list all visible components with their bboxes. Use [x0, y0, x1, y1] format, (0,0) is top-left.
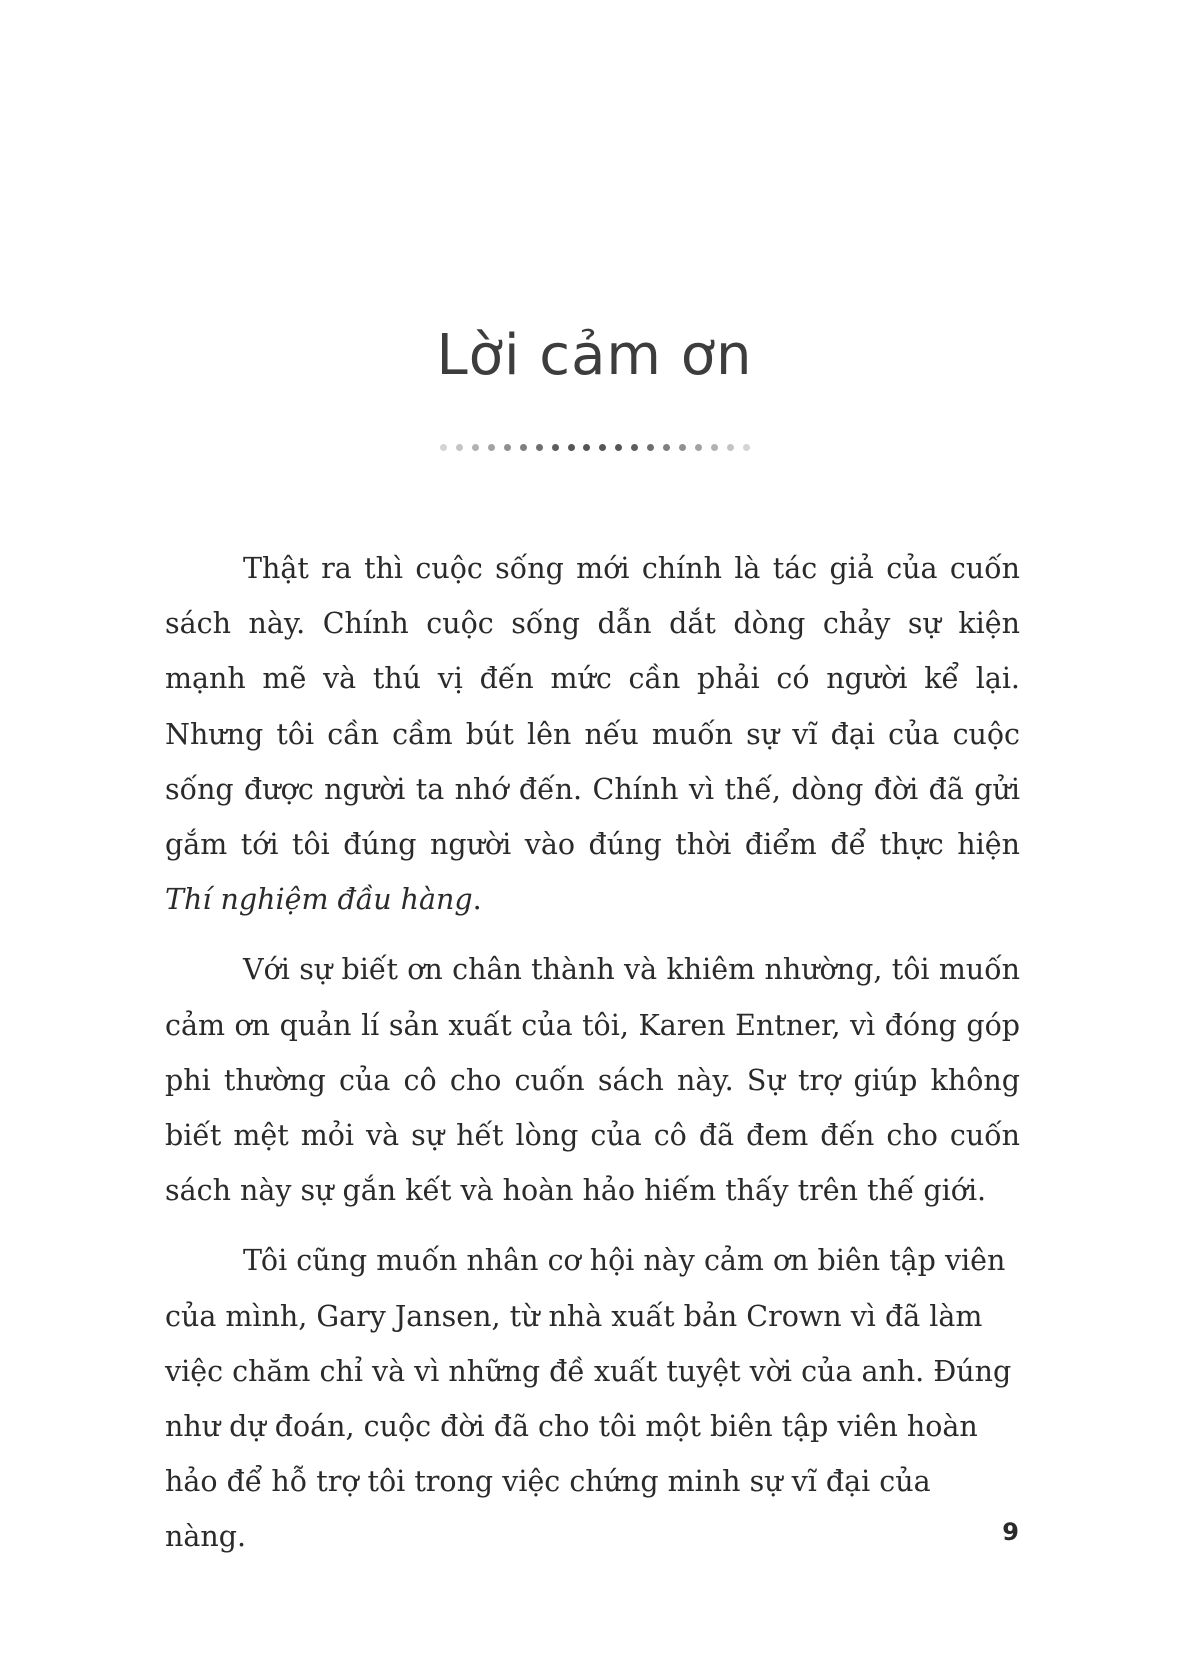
- divider-dot: [568, 444, 575, 451]
- divider-dot: [663, 444, 670, 451]
- divider-dot: [743, 444, 750, 451]
- divider-dot: [583, 444, 590, 451]
- divider-dot: [647, 444, 654, 451]
- divider-dot: [472, 444, 479, 451]
- divider-dot: [536, 444, 543, 451]
- body-text: [165, 541, 1020, 1580]
- divider-dot: [520, 444, 527, 451]
- page-number: 9: [1002, 1518, 1019, 1546]
- paragraph-text: .: [472, 883, 482, 917]
- divider-dot: [456, 444, 463, 451]
- divider-dot: [727, 444, 734, 451]
- divider-dot: [440, 444, 447, 451]
- paragraph: Với sự biết ơn chân thành và khiêm nhường, tôi muốn cảm ơn quản lí sản xuất của tôi, Karen Entner, vì đóng góp phi thường của cô cho cuốn sách này. Sự trợ giúp không biết mệt mỏi và sự hết lòng của cô đã đem đến cho cuốn sách này sự gắn kết và hoàn hảo hiếm thấy trên thế giới.: [165, 953, 1020, 1208]
- divider-dot: [488, 444, 495, 451]
- divider-dot: [711, 444, 718, 451]
- divider-dot: [679, 444, 686, 451]
- divider-dot: [504, 444, 511, 451]
- paragraph-text: Thật ra thì cuộc sống mới chính là tác giả của cuốn sách này. Chính cuộc sống dẫn dắt dòng chảy sự kiện mạnh mẽ và thú vị đến mức cần phải có người kể lại. Nhưng tôi cần cầm bút lên nếu muốn sự vĩ đại của cuộc sống được người ta nhớ đến. Chính vì thế, dòng đời đã gửi gắm tới tôi đúng người vào đúng thời điểm để thực hiện: [165, 552, 1020, 862]
- book-title-italic: Thí nghiệm đầu hàng: [165, 883, 473, 917]
- divider-dot: [552, 444, 559, 451]
- divider-dot: [631, 444, 638, 451]
- divider-dot: [599, 444, 606, 451]
- paragraph: Tôi cũng muốn nhân cơ hội này cảm ơn biên tập viên của mình, Gary Jansen, từ nhà xuất bản Crown vì đã làm việc chăm chỉ và vì những đề xuất tuyệt vời của anh. Đúng như dự đoán, cuộc đời đã cho tôi một biên tập viên hoàn hảo để hỗ trợ tôi trong việc chứng minh sự vĩ đại của nàng.: [165, 1244, 1012, 1554]
- chapter-title: Lời cảm ơn: [436, 323, 753, 388]
- decorative-dot-divider: [440, 443, 750, 451]
- divider-dot: [615, 444, 622, 451]
- paragraph: [165, 541, 1020, 927]
- divider-dot: [695, 444, 702, 451]
